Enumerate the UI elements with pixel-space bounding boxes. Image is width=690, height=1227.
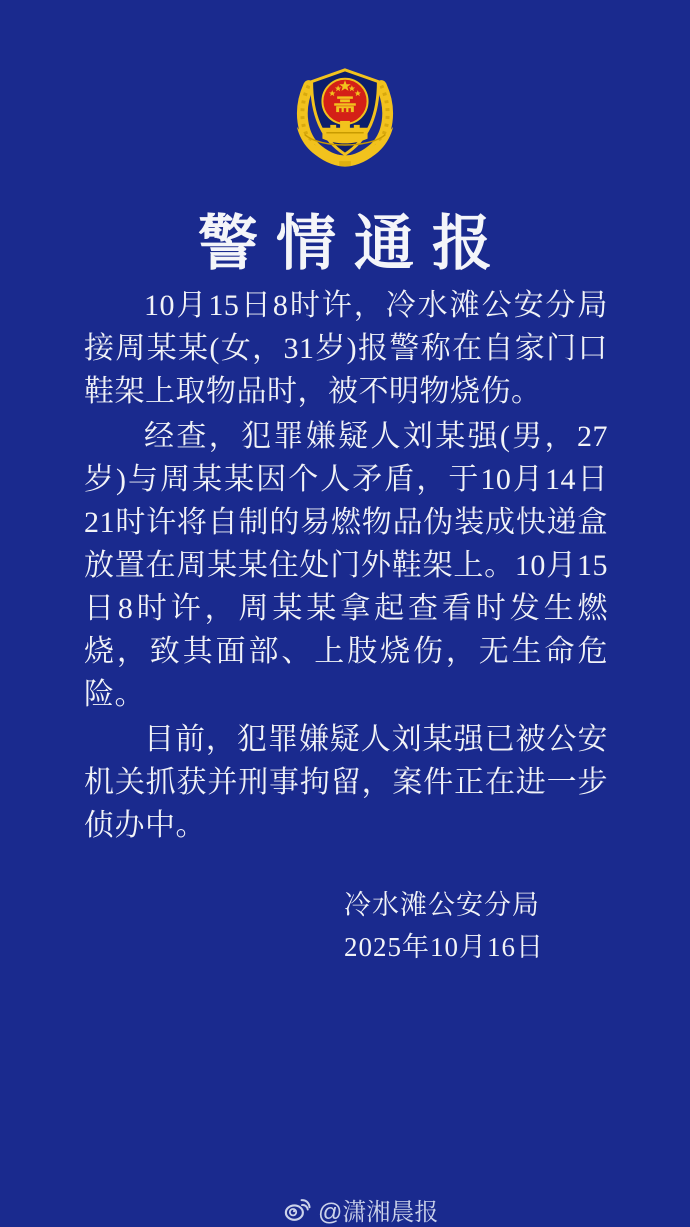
- notice-paragraph-3: 目前，犯罪嫌疑人刘某强已被公安机关抓获并刑事拘留，案件正在进一步侦办中。: [84, 723, 608, 842]
- police-badge-emblem: [291, 64, 399, 170]
- notice-body: [84, 284, 608, 847]
- weibo-icon: [284, 1197, 311, 1222]
- notice-paragraph-1: 10月15日8时许，冷水滩公安分局接周某某(女，31岁)报警称在自家门口鞋架上取物品时，被不明物烧伤。: [84, 289, 608, 408]
- watermark-label: @潇湘晨报: [318, 1199, 439, 1226]
- weibo-watermark: [284, 1192, 438, 1227]
- notice-title: 警情通报: [198, 211, 510, 277]
- china-police-badge-icon: [291, 64, 399, 170]
- notice-date: 2025年10月16日: [344, 932, 544, 962]
- issuing-authority: 冷水滩公安分局: [344, 890, 540, 920]
- notice-paragraph-2: 经查，犯罪嫌疑人刘某强(男，27岁)与周某某因个人矛盾，于10月14日21时许将自制的易燃物品伪装成快递盒放置在周某某住处门外鞋架上。10月15日8时许，周某某拿起查看时发生燃烧，致其面部、上肢烧伤，无生命危险。: [84, 420, 608, 711]
- signature-block: [344, 884, 544, 968]
